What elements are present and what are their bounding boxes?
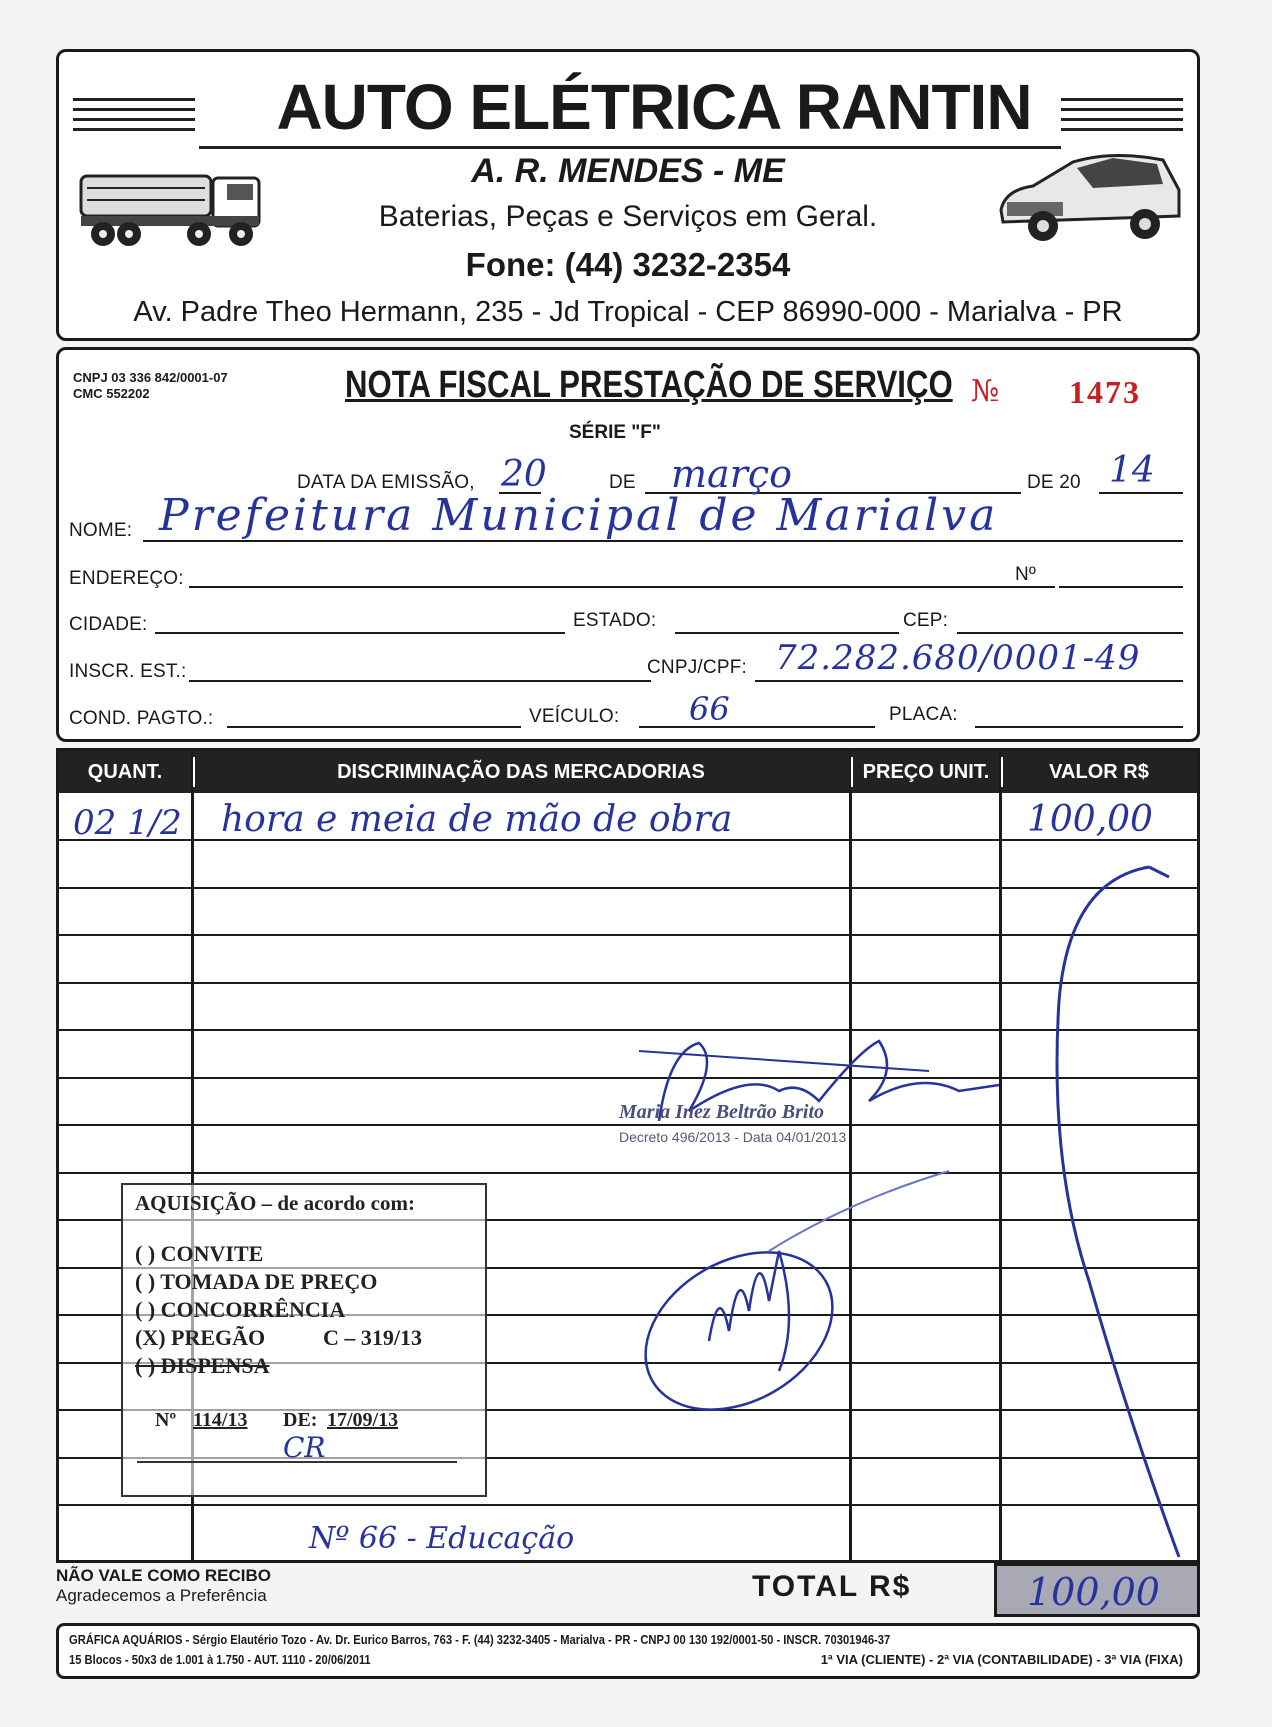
cond-line — [227, 726, 521, 728]
signature-name: Maria Inez Beltrão Brito — [619, 1101, 825, 1123]
car-icon — [993, 150, 1188, 250]
title-lines-left — [73, 98, 195, 138]
header-divider — [1001, 757, 1003, 787]
address-label: ENDEREÇO: — [69, 568, 184, 589]
thanks: Agradecemos a Preferência — [56, 1586, 267, 1605]
plate-label: PLACA: — [889, 704, 958, 725]
option-dispensa: ( ) DISPENSA — [135, 1353, 270, 1378]
date-de: DE — [609, 472, 636, 493]
cancel-stroke — [1029, 861, 1189, 1561]
total-label: TOTAL R$ — [752, 1570, 912, 1603]
total-box — [994, 1563, 1200, 1617]
rubric — [619, 1161, 959, 1421]
stamp-num-label: Nº — [155, 1409, 177, 1431]
company-name: AUTO ELÉTRICA RANTIN — [276, 71, 1032, 143]
header-unit-price: PREÇO UNIT. — [862, 761, 990, 783]
title-lines-right — [1061, 98, 1183, 138]
cep-line — [957, 632, 1183, 634]
total-value: 100,00 — [1027, 1570, 1160, 1614]
cnpj-line — [755, 680, 1183, 682]
row1-value: 100,00 — [1027, 799, 1153, 840]
state-line — [675, 632, 899, 634]
header-quant: QUANT. — [87, 761, 163, 783]
invoice-number: 1473 — [1069, 374, 1141, 410]
date-label: DATA DA EMISSÃO, — [297, 472, 475, 493]
year-value: 14 — [1109, 450, 1155, 491]
year-label: DE 20 — [1027, 472, 1081, 493]
state-label: ESTADO: — [573, 610, 657, 631]
printer-line2a: 15 Blocos - 50x3 de 1.001 à 1.750 - AUT. 1110 - 20/06/2011 — [69, 1652, 371, 1667]
stamp-date-value: 17/09/13 — [327, 1409, 399, 1431]
header-divider — [851, 757, 853, 787]
phone: Fone: (44) 3232-2354 — [465, 246, 791, 283]
cnpj: CNPJ 03 336 842/0001-07 — [73, 370, 228, 385]
items-table — [56, 748, 1200, 1563]
printer-footer — [56, 1623, 1200, 1679]
table-row-line — [59, 934, 1197, 936]
option-convite: ( ) CONVITE — [135, 1241, 264, 1266]
year-line — [1099, 492, 1183, 494]
title-underline — [199, 146, 1061, 149]
date-day: 20 — [501, 454, 547, 495]
date-month: março — [671, 452, 793, 496]
option-pregao: (X) PREGÃO — [135, 1325, 266, 1350]
vehicle-value: 66 — [689, 690, 730, 728]
table-row-line — [59, 887, 1197, 889]
company-header — [56, 49, 1200, 341]
cnpj-label: CNPJ/CPF: — [647, 657, 747, 678]
cmc: CMC 552202 — [73, 386, 150, 401]
cond-label: COND. PAGTO.: — [69, 708, 214, 729]
acquisition-stamp — [121, 1183, 487, 1497]
invoice-title: NOTA FISCAL PRESTAÇÃO DE SERVIÇO — [345, 364, 953, 406]
invoice-number-label: № — [971, 374, 1000, 409]
table-row-line — [59, 982, 1197, 984]
header-divider — [193, 757, 195, 787]
name-value: Prefeitura Municipal de Marialva — [159, 490, 999, 541]
printer-line2b: 1ª VIA (CLIENTE) - 2ª VIA (CONTABILIDADE) - 3ª VIA (FIXA) — [820, 1652, 1183, 1667]
cnpj-value: 72.282.680/0001-49 — [775, 638, 1141, 678]
acquisition-title: AQUISIÇÃO – de acordo com: — [135, 1191, 415, 1215]
table-row-line — [59, 1504, 1197, 1506]
number-label: Nº — [1015, 564, 1037, 585]
not-receipt: NÃO VALE COMO RECIBO — [56, 1566, 272, 1585]
tagline: Baterias, Peças e Serviços em Geral. — [378, 200, 878, 233]
inscr-label: INSCR. EST.: — [69, 661, 187, 682]
name-label: NOME: — [69, 520, 133, 541]
stamp-initials: CR — [283, 1431, 326, 1464]
vehicle-line — [639, 726, 875, 728]
address: Av. Padre Theo Hermann, 235 - Jd Tropical - CEP 86990-000 - Marialva - PR — [133, 296, 1123, 328]
printer-line1: GRÁFICA AQUÁRIOS - Sérgio Elautério Tozo - Av. Dr. Eurico Barros, 763 - F. (44) 3232-3405 - Marialva - PR - CNPJ 00 130 192/0001-50 - INSCR. 70301946-37 — [69, 1632, 891, 1647]
footnote: Nº 66 - Educação — [309, 1521, 575, 1556]
city-label: CIDADE: — [69, 614, 148, 635]
truck-icon — [77, 164, 277, 254]
vehicle-label: VEÍCULO: — [529, 706, 620, 727]
plate-line — [975, 726, 1183, 728]
row1-quant: 02 1/2 — [73, 803, 182, 843]
row1-description: hora e meia de mão de obra — [221, 799, 733, 840]
invoice-details — [56, 347, 1200, 742]
city-line — [155, 632, 565, 634]
invoice-series: SÉRIE "F" — [569, 422, 661, 443]
signature-decree: Decreto 496/2013 - Data 04/01/2013 — [619, 1129, 847, 1145]
header-value: VALOR R$ — [1049, 761, 1149, 783]
header-description: DISCRIMINAÇÃO DAS MERCADORIAS — [337, 761, 705, 783]
pregao-reference: C – 319/13 — [323, 1325, 422, 1350]
cep-label: CEP: — [903, 610, 949, 631]
option-tomada: ( ) TOMADA DE PREÇO — [135, 1269, 378, 1294]
stamp-num-value: 114/13 — [193, 1409, 248, 1431]
inscr-line — [189, 680, 651, 682]
address-line — [189, 586, 1055, 588]
option-concorrencia: ( ) CONCORRÊNCIA — [135, 1297, 346, 1322]
number-line — [1059, 586, 1183, 588]
stamp-date-label: DE: — [283, 1409, 318, 1431]
owner-name: A. R. MENDES - ME — [471, 152, 785, 190]
